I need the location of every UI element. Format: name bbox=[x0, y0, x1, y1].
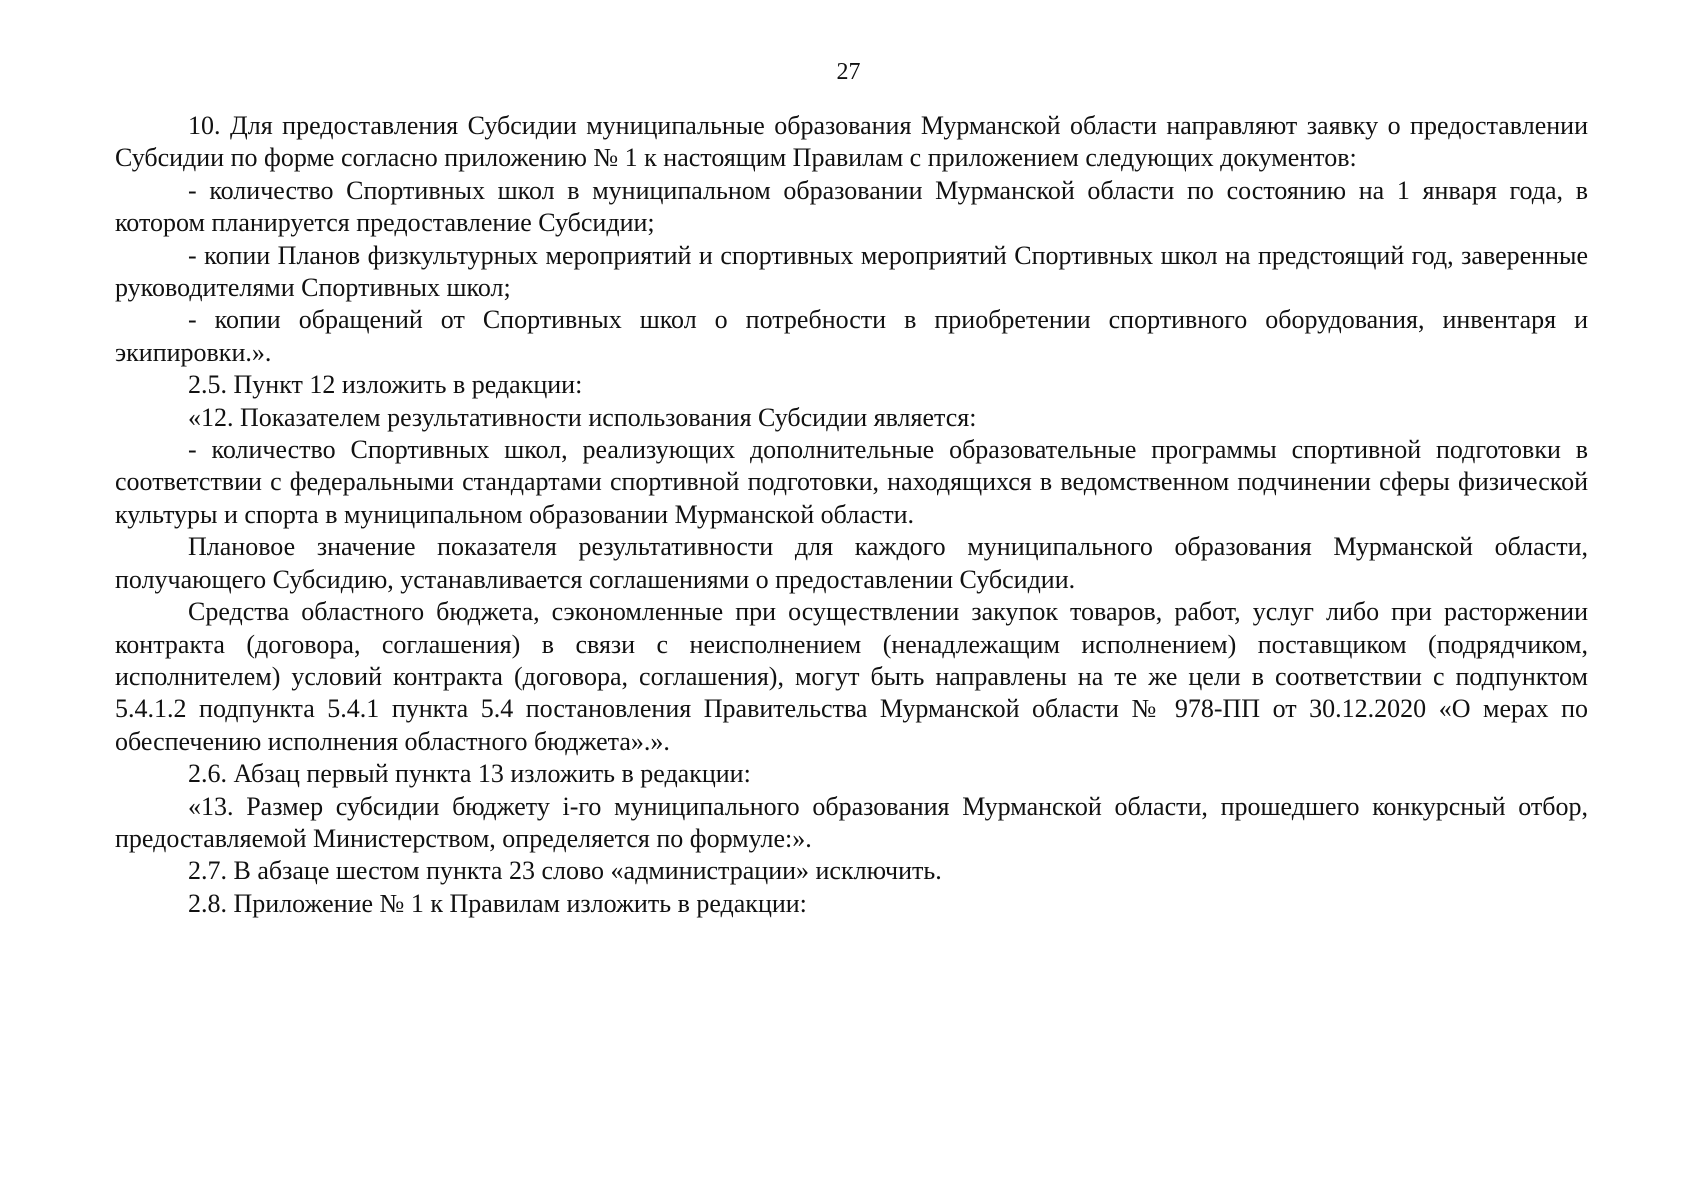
document-body bbox=[115, 110, 1588, 920]
paragraph-13: «13. Размер субсидии бюджету i-го муниципального образования Мурманской области, прошедшего конкурсный отбор, предоставляемой Министерством, определяется по формуле:». bbox=[115, 791, 1588, 853]
list-item-schools-count: - количество Спортивных школ в муниципальном образовании Мурманской области по состоянию на 1 января года, в котором планируется предоставление Субсидии; bbox=[115, 175, 1588, 238]
list-item-plans-copies: - копии Планов физкультурных мероприятий и спортивных мероприятий Спортивных школ на предстоящий год, заверенные руководителями Спортивных школ; bbox=[115, 240, 1588, 303]
paragraph-2-6: 2.6. Абзац первый пункта 13 изложить в редакции: bbox=[188, 759, 751, 789]
paragraph-budget-savings: Средства областного бюджета, сэкономленные при осуществлении закупок товаров, работ, услуг либо при расторжении контракта (договора, соглашения) в связи с неисполнением (ненадлежащим исполнением) поставщиком (подрядчиком, исполнителем) условий контракта (договора, соглашения), могут быть направлены на те же цели в соответствии с подпунктом 5.4.1.2 подпункта 5.4.1 пункта 5.4 постановления Правительства Мурманской области № 978-ПП от 30.12.2020 «О мерах по обеспечению исполнения областного бюджета».». bbox=[115, 597, 1588, 756]
paragraph-10: 10. Для предоставления Субсидии муниципальные образования Мурманской области направляют заявку о предоставлении Субсидии по форме согласно приложению № 1 к настоящим Правилам с приложением следующих документов: bbox=[115, 111, 1588, 173]
paragraph-12: «12. Показателем результативности использования Субсидии является: bbox=[188, 402, 977, 432]
paragraph-planned-value: Плановое значение показателя результативности для каждого муниципального образования Мурманской области, получающего Субсидию, устанавливается соглашениями о предоставлении Субсидии. bbox=[115, 532, 1588, 594]
page-number: 27 bbox=[836, 59, 861, 85]
list-item-indicator: - количество Спортивных школ, реализующих дополнительные образовательные программы спортивной подготовки в соответствии с федеральными стандартами спортивной подготовки, находящихся в ведомственном подчинении сферы физической культуры и спорта в муниципальном образовании Мурманской области. bbox=[115, 435, 1588, 529]
paragraph-2-7: 2.7. В абзаце шестом пункта 23 слово «администрации» исключить. bbox=[188, 856, 942, 886]
paragraph-2-8: 2.8. Приложение № 1 к Правилам изложить в редакции: bbox=[188, 888, 807, 918]
list-item-requests-copies: - копии обращений от Спортивных школ о потребности в приобретении спортивного оборудования, инвентаря и экипировки.». bbox=[115, 305, 1588, 367]
paragraph-2-5: 2.5. Пункт 12 изложить в редакции: bbox=[188, 370, 583, 400]
